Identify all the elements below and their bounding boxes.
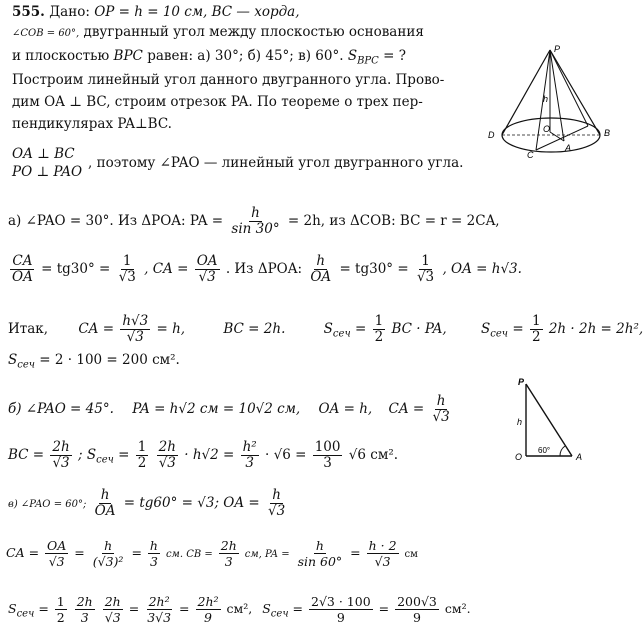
pa-l3-s1: S: [323, 321, 333, 337]
tri-label-a: A: [576, 452, 583, 462]
pc-l3-t2: см².: [444, 601, 471, 616]
pb-l1-b: PA = h√2 см = 10√2 см,: [132, 401, 301, 417]
frac-num: 200√3: [397, 594, 437, 609]
frac-num: 1: [137, 439, 147, 455]
pb-l1-c: OA = h,: [318, 401, 373, 417]
pb-l2-t3: √6 см².: [348, 447, 399, 463]
part-a-line-3: [8, 314, 643, 345]
frac-num: h: [315, 538, 324, 553]
pb-l2-frac2: [157, 440, 178, 471]
solution-para-3: пендикулярах PA⊥BC.: [12, 116, 172, 132]
frac-num: h: [149, 538, 158, 553]
label-h: h: [543, 94, 549, 104]
frac-num: 1: [531, 313, 541, 329]
frac-num: 1: [56, 594, 65, 609]
frac-num: h√3: [122, 313, 149, 329]
given-word: Дано:: [49, 4, 90, 20]
tri-label-o: O: [515, 452, 523, 462]
pc-l2-frac2: [91, 538, 126, 569]
tri-angle-label: 60°: [538, 446, 551, 455]
pa-l1-frac: [229, 206, 281, 237]
pc-l2-frac3: [148, 538, 160, 569]
pc-l3-eq: =: [38, 601, 49, 616]
pc-l1-t: = tg60° = √3; OA =: [123, 495, 260, 511]
pa-l3-frac-s2: [530, 314, 543, 345]
itak: Итак,: [8, 321, 49, 337]
frac-num: h: [100, 487, 110, 503]
pc-l3-eq3: =: [179, 601, 190, 616]
pc-l3-frac3: [103, 594, 123, 625]
pb-l2-bc: BC =: [8, 447, 45, 463]
label-c: C: [527, 150, 534, 160]
triangle-figure: [510, 376, 590, 466]
pc-l3-frac5: [196, 594, 221, 625]
frac-num: 2h: [104, 594, 121, 609]
label-p: P: [554, 44, 561, 54]
frac-den: 2: [56, 610, 65, 625]
pa-l3-ca: CA =: [78, 321, 115, 337]
pa-l2-frac4: [308, 254, 333, 285]
frac-num: h: [436, 393, 446, 409]
frac-num: h: [316, 253, 326, 269]
pc-l2-t3: см: [404, 549, 418, 560]
condition-1: OA ⊥ BC: [12, 146, 75, 162]
frac-den: √3: [432, 409, 450, 425]
frac-den: 3: [80, 610, 89, 625]
pa-l3-frac-ca: [120, 314, 150, 345]
frac-den: √3: [268, 503, 286, 519]
frac-num: 2h: [52, 439, 70, 455]
cone-right-edge: [550, 50, 600, 135]
frac-num: 1: [122, 253, 132, 269]
problem-line-2-text: двугранный угол между плоскостью основания: [83, 24, 424, 40]
frac-den: √3: [126, 329, 144, 345]
pa-l3-s2eq: =: [512, 321, 524, 337]
frac-den: 2: [374, 329, 384, 345]
pa-l2-t4: = tg30° =: [339, 261, 409, 277]
frac-den: sin 30°: [231, 221, 280, 237]
pb-l2-s: ; S: [78, 447, 97, 463]
s-rest: = ?: [383, 48, 406, 64]
problem-line-3: [12, 48, 406, 70]
pa-l2-frac1: [10, 254, 35, 285]
frac-den: √3: [158, 455, 176, 471]
pb-l2-frac4: [313, 440, 343, 471]
frac-den: √3: [52, 455, 70, 471]
solution-para-2: дим OA ⊥ BC, строим отрезок PA. По теореме о трех пер-: [12, 94, 423, 110]
pa-l4-s: S: [8, 352, 18, 368]
pc-l3-eq4: =: [292, 601, 304, 616]
pc-l3-eq2: =: [128, 601, 140, 616]
pb-l2-ssub: сеч: [96, 454, 114, 466]
frac-num: OA: [47, 538, 67, 553]
pb-l2-t2: · √6 =: [265, 447, 307, 463]
frac-den: sin 60°: [297, 554, 343, 569]
frac-num: 100: [314, 439, 341, 455]
pc-l2-eq3: =: [350, 545, 361, 560]
pa-l3-cat: = h,: [156, 321, 186, 337]
pb-l1-a: б) ∠PAO = 45°.: [8, 401, 114, 417]
pa-l2-t3: . Из ΔPOA:: [225, 261, 303, 277]
frac-den: 3: [323, 455, 332, 471]
pc-l2-eq1: =: [74, 545, 85, 560]
tri-label-p: P: [518, 377, 525, 387]
frac-den: (√3)²: [92, 554, 124, 569]
pc-l3-frac1: [55, 594, 67, 625]
frac-num: h: [251, 205, 260, 221]
pc-l3-frac7: [395, 594, 439, 625]
frac-num: h: [104, 538, 113, 553]
problem-line-1: [12, 4, 300, 21]
pc-l3-eq5: =: [378, 601, 390, 616]
pc-l2-ca: CA =: [6, 545, 40, 560]
angle-cob: ∠COB = 60°,: [12, 28, 80, 39]
pa-l2-frac2: [117, 254, 138, 285]
frac-den: √3: [416, 269, 435, 285]
pc-l3-s2: S: [262, 601, 271, 616]
label-o: O: [543, 124, 551, 134]
frac-den: 9: [413, 610, 421, 625]
pb-l2-frac3: [241, 440, 259, 471]
pa-l3-s1sub: сеч: [332, 328, 351, 340]
pc-l2-frac4: [219, 538, 239, 569]
pa-l3-s1eq: =: [354, 321, 367, 337]
pc-l3-frac4: [145, 594, 173, 625]
frac-num: 2h: [158, 439, 176, 455]
pc-l3-s: S: [8, 601, 17, 616]
frac-den: 3: [224, 554, 233, 569]
frac-den: √3: [118, 269, 136, 285]
frac-num: h: [272, 487, 281, 503]
problem-line-2: [12, 24, 424, 42]
part-c-line-1: [8, 488, 289, 519]
pb-l1-frac: [431, 394, 452, 425]
frac-num: 1: [374, 313, 384, 329]
frac-den: 9: [336, 610, 345, 625]
pa-l2-t5: , OA = h√3.: [442, 261, 522, 277]
part-c-line-3: [8, 594, 471, 625]
pa-l2-frac5: [415, 254, 436, 285]
frac-num: h²: [242, 439, 257, 455]
pc-l3-frac6: [309, 594, 373, 625]
frac-den: OA: [12, 269, 33, 285]
pb-l2-frac1: [136, 440, 149, 471]
part-b-line-2: [8, 440, 398, 471]
pc-l2-eq2: =: [131, 545, 142, 560]
pa-l2-frac3: [195, 254, 220, 285]
pa-l4-sub: сеч: [17, 359, 35, 371]
line3-start: и плоскостью: [12, 48, 110, 64]
line3-mid: равен: а) 30°; б) 45°; в) 60°.: [147, 48, 344, 64]
solution-para-1: Построим линейный угол данного двугранного угла. Прово-: [12, 72, 445, 88]
label-b: B: [604, 128, 611, 138]
frac-num: 2√3 · 100: [311, 594, 371, 609]
part-a-line-1: [8, 206, 500, 237]
frac-den: OA: [94, 503, 116, 519]
frac-den: 9: [204, 610, 212, 625]
pc-l3-frac2: [75, 594, 95, 625]
pc-l2-t1: см. CB =: [165, 549, 213, 560]
pa-l3-s2sub: сеч: [490, 328, 509, 340]
s-sub: BPC: [357, 55, 379, 67]
pa-l3-frac-s1: [373, 314, 386, 345]
frac-den: 3: [149, 554, 158, 569]
frac-den: √3: [104, 610, 121, 625]
given-value: OP = h = 10 см, BC — хорда,: [94, 4, 300, 20]
pa-l3-s1t: BC · PA,: [391, 321, 447, 337]
pb-l2-t1: · h√2 =: [184, 447, 235, 463]
pa-l1-start: а) ∠PAO = 30°. Из ΔPOA: PA =: [8, 213, 224, 229]
pa-l3-s2t: 2h · 2h = 2h²,: [548, 321, 643, 337]
frac-den: √3: [374, 554, 391, 569]
frac-den: 3√3: [147, 610, 172, 625]
pa-l4-t: = 2 · 100 = 200 см².: [39, 352, 180, 368]
frac-num: 1: [421, 253, 430, 269]
cone-base: [502, 118, 600, 152]
cone-figure: [480, 40, 620, 170]
frac-den: √3: [48, 554, 65, 569]
pc-l1-a: в) ∠PAO = 60°;: [8, 499, 87, 510]
problem-number: 555.: [12, 4, 45, 20]
condition-2: PO ⊥ PAO: [12, 164, 83, 180]
s-question: S: [347, 48, 358, 64]
pb-l2-frac-bc: [50, 440, 71, 471]
pa-l3-bc: BC = 2h.: [223, 321, 286, 337]
label-d: D: [488, 130, 495, 140]
angle-arc: [560, 446, 565, 456]
frac-den: OA: [310, 269, 332, 285]
pc-l3-s2sub: сеч: [270, 608, 289, 620]
condition-text: , поэтому ∠PAO — линейный угол двугранного угла.: [88, 155, 464, 171]
pc-l1-frac2: [266, 488, 287, 519]
label-a: A: [565, 143, 572, 153]
part-a-line-2: [8, 254, 522, 285]
frac-num: 2h²: [148, 594, 170, 609]
pb-l1-d: CA =: [388, 401, 425, 417]
pc-l3-t1: см²,: [226, 601, 253, 616]
segment-oa: [550, 132, 564, 141]
part-b-line-1: [8, 394, 454, 425]
pc-l2-t2: см, PA =: [244, 549, 290, 560]
pa-l2-t2: , CA =: [144, 261, 189, 277]
frac-num: OA: [196, 253, 218, 269]
frac-num: h · 2: [368, 538, 397, 553]
pb-l2-eq: =: [118, 447, 130, 463]
cone-left-edge: [502, 50, 550, 135]
pc-l2-frac1: [45, 538, 68, 569]
pc-l3-ssub: сеч: [16, 608, 35, 620]
pc-l1-frac1: [93, 488, 118, 519]
frac-den: √3: [198, 269, 216, 285]
pa-l1-end: = 2h, из ΔCOB: BC = r = 2CA,: [287, 213, 500, 229]
plane-name: BPC: [113, 48, 143, 64]
frac-num: 2h²: [197, 594, 219, 609]
pa-l3-s2: S: [481, 321, 491, 337]
part-a-line-4: [8, 352, 180, 374]
frac-den: 2: [531, 329, 541, 345]
tri-label-h: h: [517, 417, 523, 427]
pc-l2-frac5: [296, 538, 345, 569]
frac-den: 3: [245, 455, 254, 471]
frac-num: 2h: [220, 538, 237, 553]
frac-num: CA: [12, 253, 33, 269]
frac-den: 2: [137, 455, 147, 471]
part-c-line-2: [6, 538, 418, 569]
frac-num: 2h: [76, 594, 93, 609]
pc-l2-frac6: [367, 538, 399, 569]
pa-l2-t1: = tg30° =: [41, 261, 111, 277]
